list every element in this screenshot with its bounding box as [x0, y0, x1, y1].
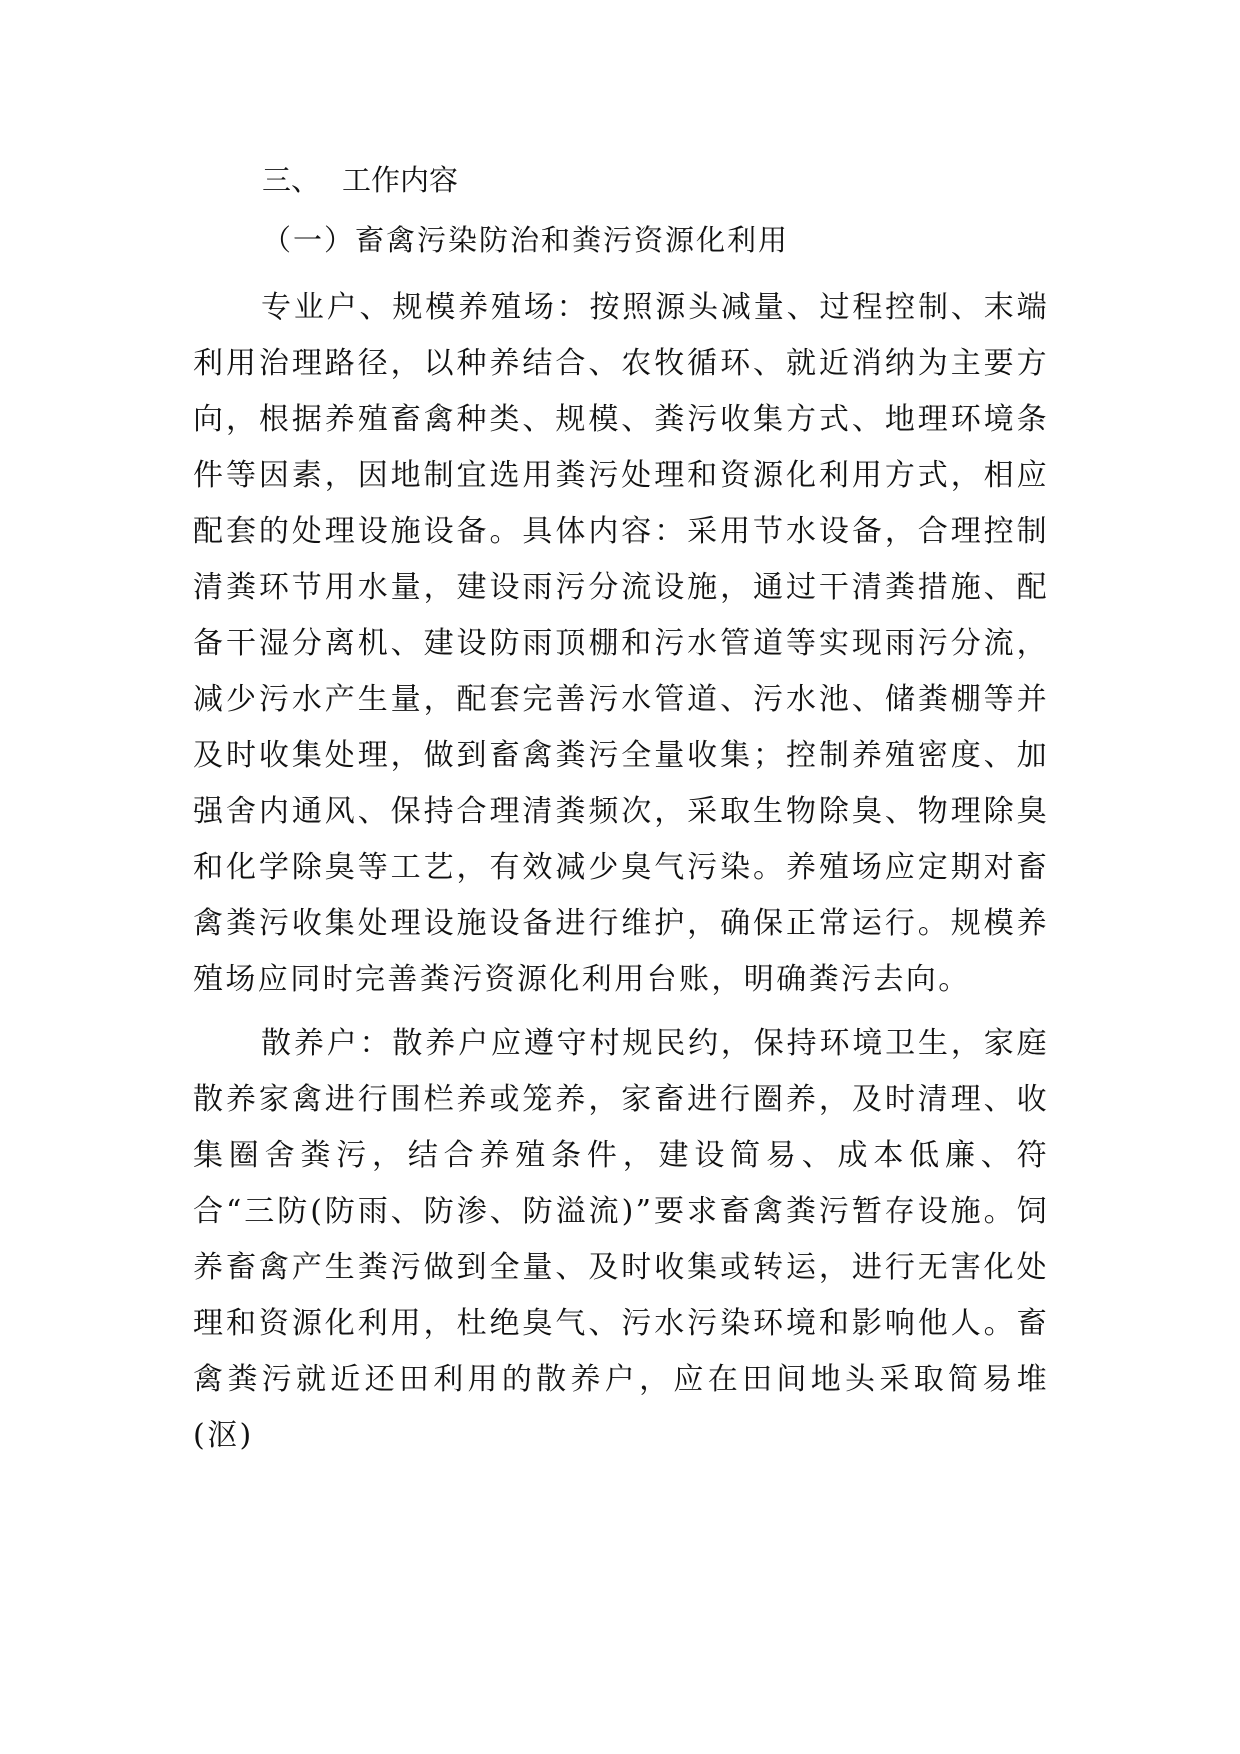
- section-title: 工作内容: [342, 163, 459, 197]
- section-heading: [262, 160, 458, 200]
- paragraph-professional-farms: 专业户、规模养殖场：按照源头减量、过程控制、末端利用治理路径，以种养结合、农牧循环、就近消纳为主要方向，根据养殖畜禽种类、规模、粪污收集方式、地理环境条件等因素，因地制宜选用粪污处理和资源化利用方式，相应配套的处理设施设备。具体内容：采用节水设备，合理控制清粪环节用水量，建设雨污分流设施，通过干清粪措施、配备干湿分离机、建设防雨顶棚和污水管道等实现雨污分流，减少污水产生量，配套完善污水管道、污水池、储粪棚等并及时收集处理，做到畜禽粪污全量收集；控制养殖密度、加强舍内通风、保持合理清粪频次，采取生物除臭、物理除臭和化学除臭等工艺，有效减少臭气污染。养殖场应定期对畜禽粪污收集处理设施设备进行维护，确保正常运行。规模养殖场应同时完善粪污资源化利用台账，明确粪污去向。: [193, 290, 1049, 997]
- paragraph-small-farmers: 散养户：散养户应遵守村规民约，保持环境卫生，家庭散养家禽进行围栏养或笼养，家畜进行圈养，及时清理、收集圈舍粪污，结合养殖条件，建设简易、成本低廉、符合“三防(防雨、防渗、防溢流)”要求畜禽粪污暂存设施。饲养畜禽产生粪污做到全量、及时收集或转运，进行无害化处理和资源化利用，杜绝臭气、污水污染环境和影响他人。畜禽粪污就近还田利用的散养户，应在田间地头采取简易堆(沤): [193, 1026, 1049, 1453]
- subsection-heading: （一）畜禽污染防治和粪污资源化利用: [262, 223, 790, 257]
- section-number: 三、: [262, 163, 321, 197]
